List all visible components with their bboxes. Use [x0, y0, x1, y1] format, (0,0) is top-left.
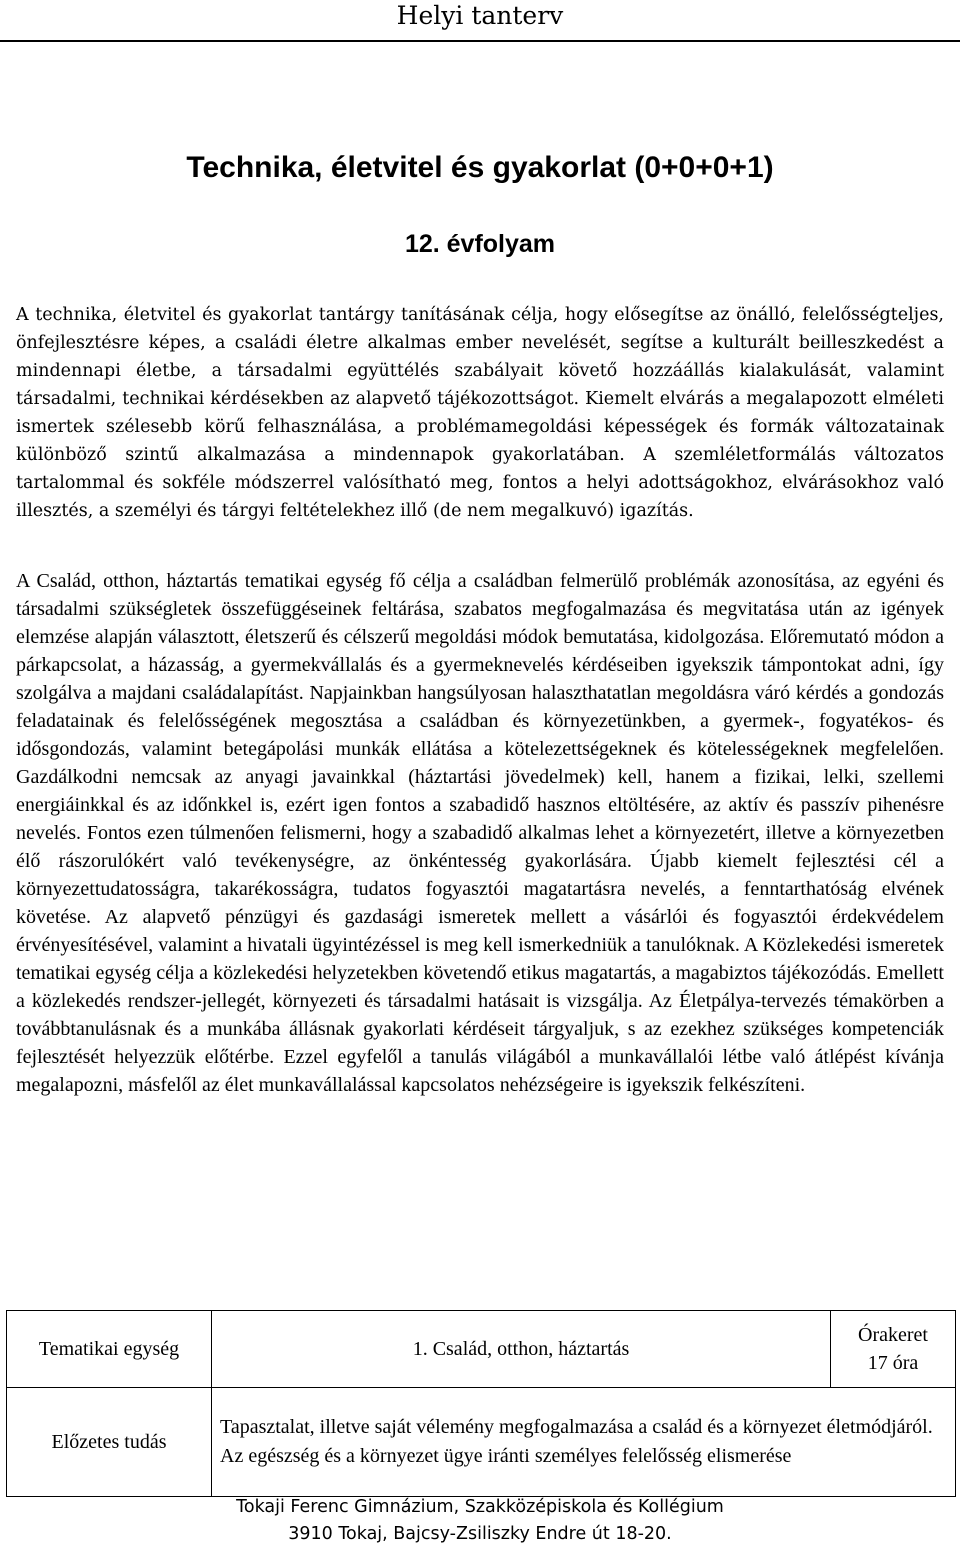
prior-knowledge-cell	[212, 1388, 956, 1497]
document-title: Technika, életvitel és gyakorlat (0+0+0+1)	[186, 151, 774, 184]
prior-knowledge-line: Az egészség és a környezet ügye iránti személyes felelősség elismerése	[220, 1445, 792, 1467]
table-row	[7, 1311, 956, 1388]
prior-knowledge-label-cell: Előzetes tudás	[7, 1388, 212, 1497]
unit-name-cell: 1. Család, otthon, háztartás	[212, 1311, 831, 1388]
page-footer	[0, 1494, 960, 1548]
unit-label-cell: Tematikai egység	[7, 1311, 212, 1388]
unit-description-paragraph: A Család, otthon, háztartás tematikai egység fő célja a családban felmerülő problémák azonosítása, az egyéni és társadalmi szükségletek összefüggéseinek feltárása, szabatos megfogalmazása és megvitatása után az igények elemzése alapján választott, életszerű és célszerű megoldási módok bemutatása, kidolgozása. Előremutató módon a párkapcsolat, a házasság, a gyermekvállalás és a gyermeknevelés kérdéseiben igyekszik támpontokat adni, így szolgálva a majdani családalapítást. Napjainkban hangsúlyosan halaszthatatlan megoldásra váró kérdés a gondozás feladatainak és felelősségének megosztása a családban és környezetünkben, a gyermek-, fogyatékos- és idősgondozás, valamint betegápolási munkák ellátása a kötelezettségeknek és kötelességeknek megfelelően. Gazdálkodni nemcsak az anyagi javainkkal (háztartási jövedelmek) kell, hanem a fizikai, lelki, szellemi energiáinkkal és az időnkkel is, ezért igen fontos a szabadidő hasznos eltöltésére, az aktív és passzív pihenésre nevelés. Fontos ezen túlmenően felismerni, hogy a szabadidő alkalmas lehet a környezetért, illetve a környezetben élő rászorulókért való tevékenységre, az önkéntesség gyakorlására. Újabb kiemelt fejlesztési cél a környezettudatosságra, takarékosságra, tudatos fogyasztói magatartásra nevelés, a fenntarthatóság elvének követése. Az alapvető pénzügyi és gazdasági ismeretek mellett a vásárlói és fogyasztói érdekvédelem érvényesítésével, valamint a hivatali ügyintézéssel is meg kell ismerkedniük a tanulóknak. A Közlekedési ismeretek tematikai egység célja a közlekedési helyzetekben követendő etikus magatartás, a magabiztos tájékozódás. Emellett a közlekedés rendszer-jellegét, környezeti és társadalmi hatásait is vizsgálja. Az Életpálya-tervezés témakörben a továbbtanulásnak és a munkába állásnak gyakorlati kérdéseit tárgyaljuk, s az ezekhez szükséges kompetenciák fejlesztését helyezzük előtérbe. Ezzel egyfelől a tanulás világából a munkavállalói létbe való átlépést kívánja megalapozni, másfelől az élet munkavállalással kapcsolatos nehézségeire is igyekszik felkészíteni.	[16, 570, 944, 1096]
hours-cell	[831, 1311, 956, 1388]
table-row	[7, 1388, 956, 1497]
grade-heading: 12. évfolyam	[404, 230, 556, 258]
footer-address: 3910 Tokaj, Bajcsy-Zsiliszky Endre út 18-20.	[288, 1524, 672, 1544]
intro-paragraph: A technika, életvitel és gyakorlat tantárgy tanításának célja, hogy elősegítse az önálló, felelősségteljes, önfejlesztésre képes, a családi életre alkalmas ember nevelését, segítse a kulturált beilleszkedést a mindennapi életbe, a társadalmi együttélés szabályait követő hozzáállás kialakulását, valamint társadalmi, technikai kérdésekben az alapvető tájékozottságot. Kiemelt elvárás a megalapozott elméleti ismertek szélesebb körű felhasználása, a problémamegoldási képességek és formák változatainak különböző szintű alkalmazása a mindennapok gyakorlatában. A szemléletformálás változatos tartalommal és sokféle módszerrel valósítható meg, fontos a helyi adottságokhoz, elvárásokhoz való illesztés, a személyi és tárgyi feltételekhez illő (de nem megalkuvó) igazítás.	[16, 305, 944, 521]
hours-label: Órakeret	[858, 1324, 928, 1346]
page-header	[0, 0, 960, 42]
hours-value: 17 óra	[867, 1352, 919, 1374]
footer-school-name: Tokaji Ferenc Gimnázium, Szakközépiskola és Kollégium	[236, 1497, 724, 1517]
thematic-unit-table	[6, 1310, 956, 1497]
header-title: Helyi tanterv	[396, 1, 564, 30]
prior-knowledge-line: Tapasztalat, illetve saját vélemény megfogalmazása a család és a környezet életmódjáról.	[220, 1416, 933, 1438]
